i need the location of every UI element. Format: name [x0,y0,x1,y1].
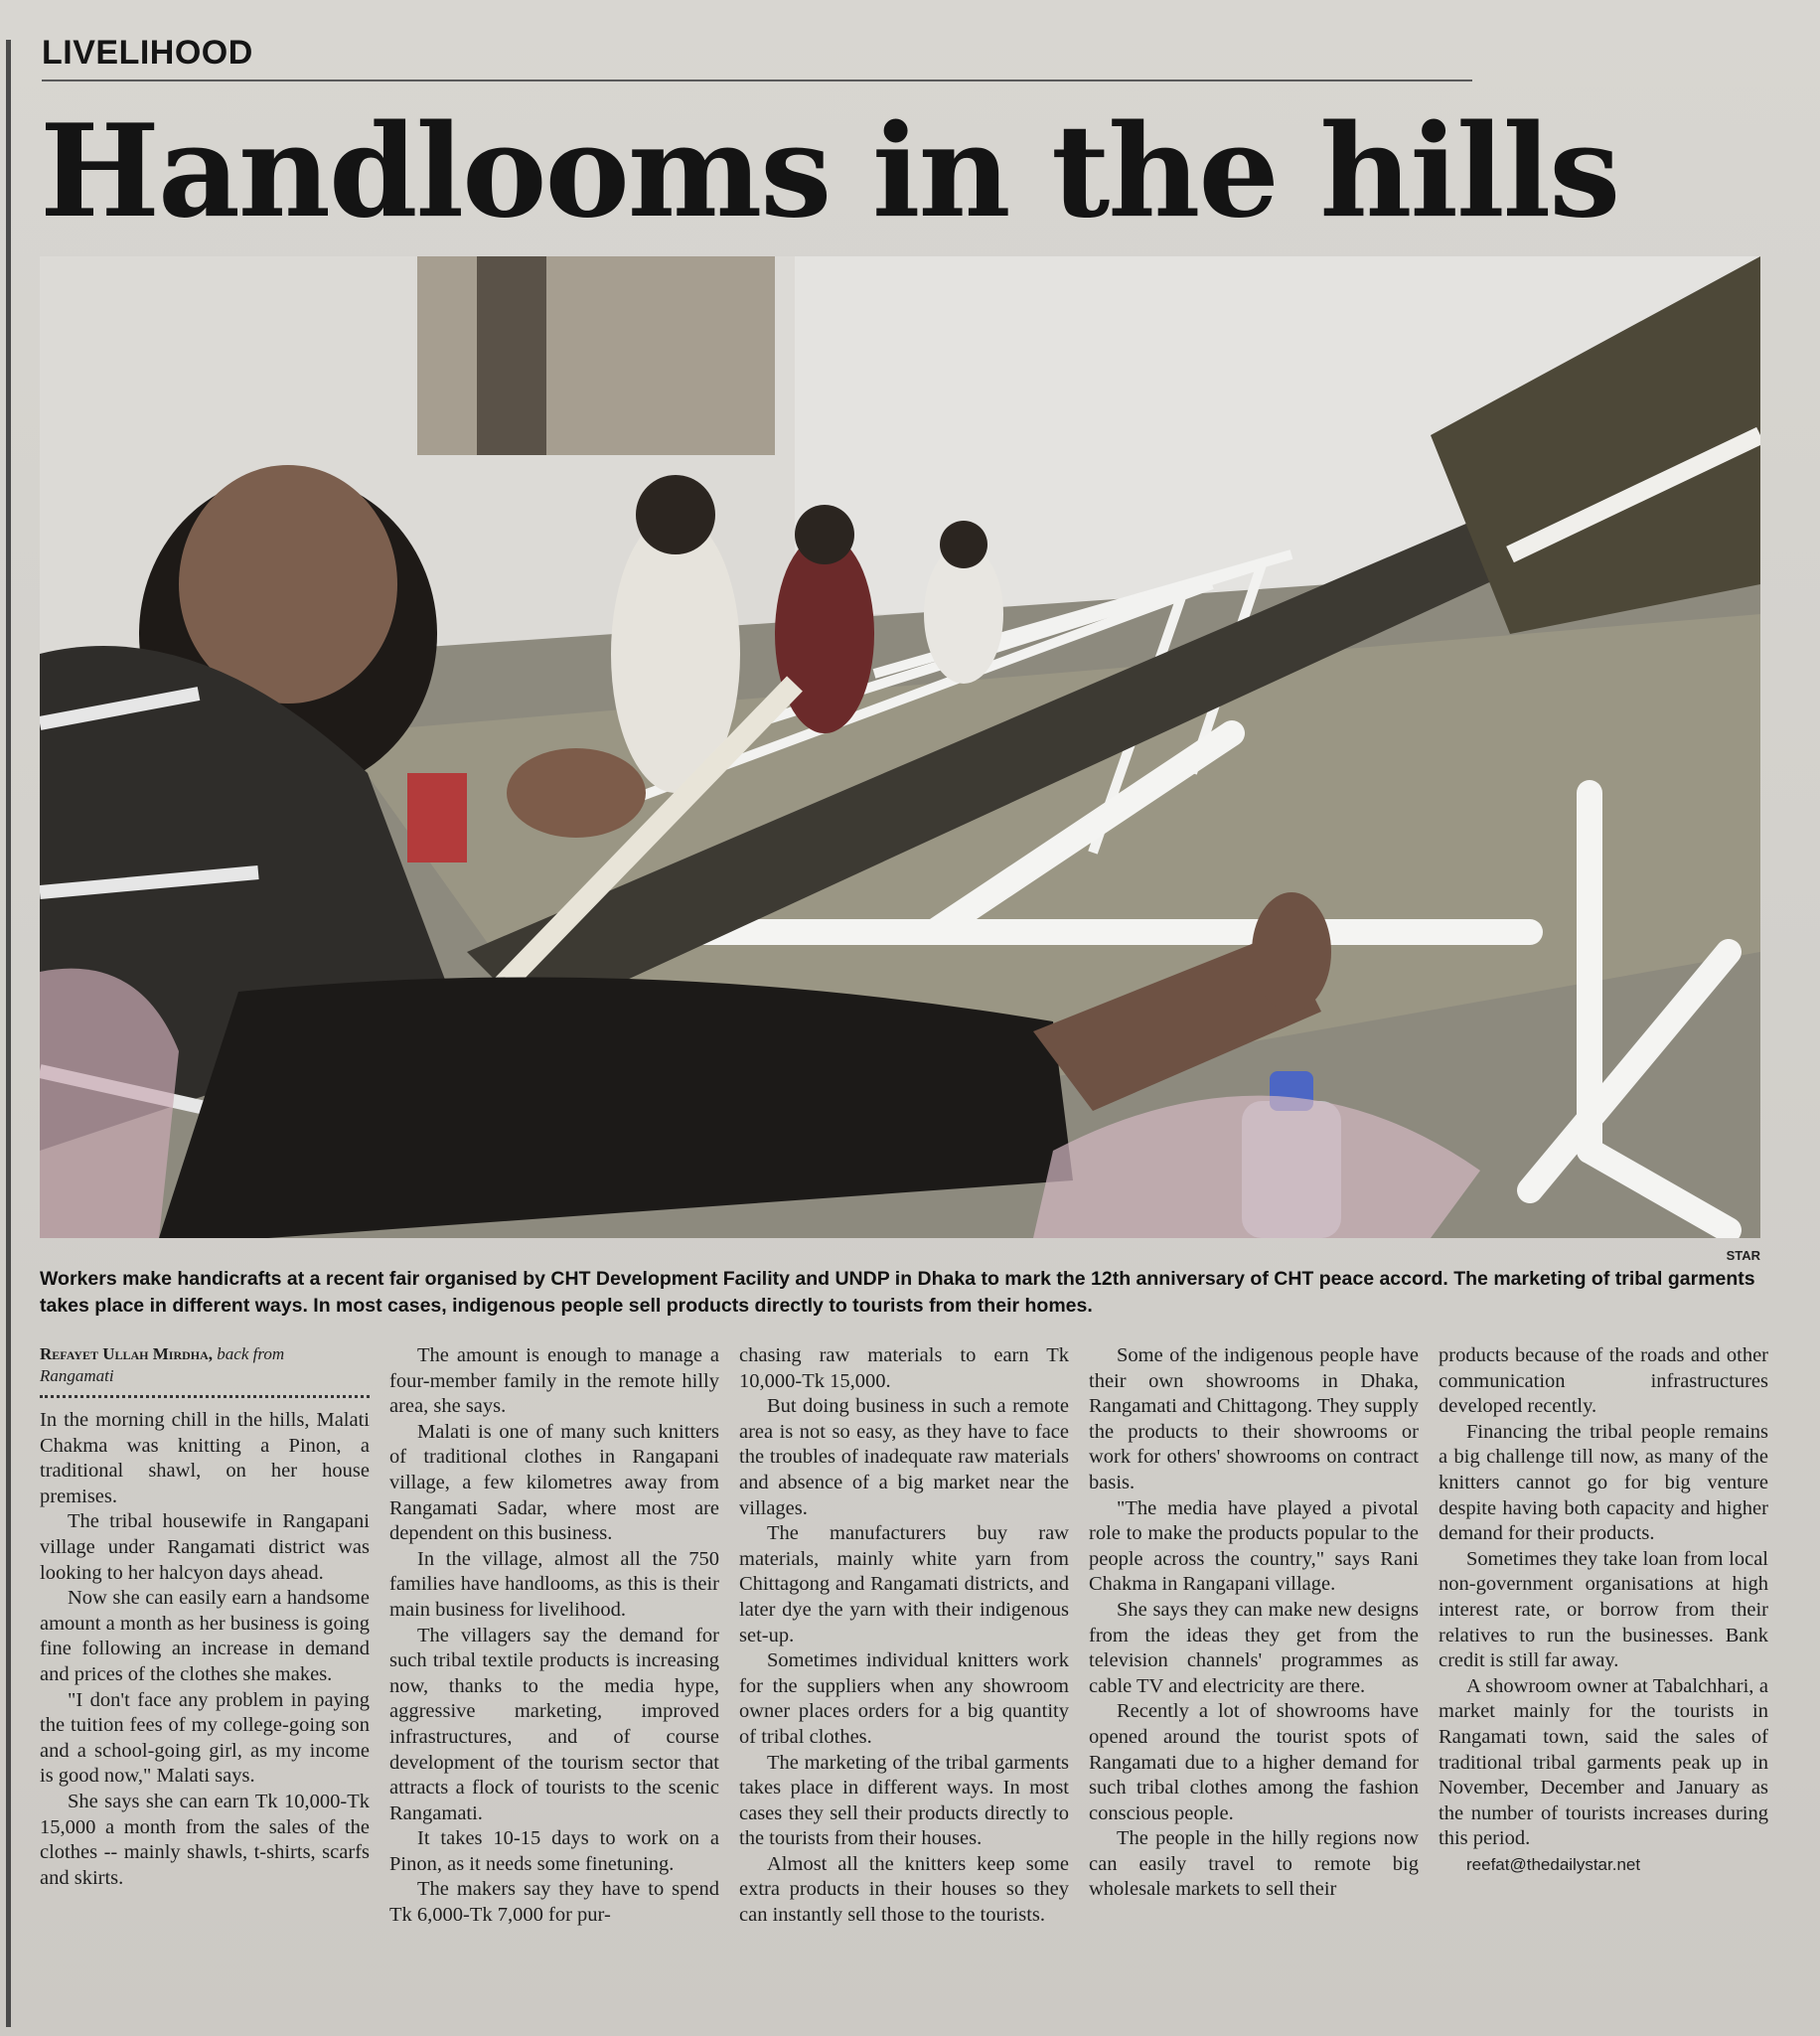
page-edge-rule [6,40,11,2027]
paragraph: Malati is one of many such knitters of traditional clothes in Rangapani village, a few kilometres away from Rangamati Sadar, where most are dependent on this business. [389,1420,719,1545]
paragraph: Sometimes they take loan from local non-government organisations at high interest rate, or borrow from their relatives to run the businesses. Bank credit is still far away. [1439,1547,1768,1672]
byline [40,1343,370,1387]
paragraph: But doing business in such a remote area is not so easy, as they have to face the troubles of inadequate raw materials and absence of a big market near the villages. [739,1395,1069,1519]
paragraph: The people in the hilly regions now can easily travel to remote big wholesale markets to sell their [1089,1827,1419,1901]
photo-caption: Workers make handicrafts at a recent fair organised by CHT Development Facility and UNDP in Dhaka to mark the 12th anniversary of CHT peace accord. The marketing of tribal garments takes place in different ways. In most cases, indigenous people sell products directly to tourists from their homes. [40,1268,1755,1317]
paragraph: The tribal housewife in Rangapani village under Rangamati district was looking to her halcyon days ahead. [40,1510,370,1584]
author-email: reefat@thedailystar.net [1466,1854,1641,1874]
paragraph: Now she can easily earn a handsome amount a month as her business is going fine following an increase in demand and prices of the clothes she makes. [40,1587,370,1685]
paragraph: She says they can make new designs from the ideas they get from the television channels' programmes as cable TV and electricity are there. [1089,1598,1419,1697]
headline: Handlooms in the hills [40,97,1619,246]
paragraph: The villagers say the demand for such tribal textile products is increasing now, thanks to the media hype, aggressive marketing, improved infrastructures, and of course development of the tourism sector that attracts a flock of tourists to the scenic Rangamati. [389,1624,719,1824]
byline-divider [40,1395,370,1398]
article-column-2 [389,1343,719,1929]
paragraph: "The media have played a pivotal role to make the products popular to the people across the country," says Rani Chakma in Rangapani village. [1089,1496,1419,1596]
article-column-3 [739,1343,1069,1929]
paragraph: chasing raw materials to earn Tk 10,000-Tk 15,000. [739,1344,1069,1392]
article-column-4 [1089,1343,1419,1903]
article-body [40,1343,1768,1989]
paragraph: The marketing of the tribal garments takes place in different ways. In most cases they sell their products directly to the tourists from their houses. [739,1751,1069,1850]
paragraph: The makers say they have to spend Tk 6,000-Tk 7,000 for pur- [389,1878,719,1927]
paragraph: Sometimes individual knitters work for the suppliers when any showroom owner places orders for a big quantity of tribal clothes. [739,1649,1069,1748]
paragraph: products because of the roads and other communication infrastructures developed recently. [1439,1344,1768,1418]
paragraph: Recently a lot of showrooms have opened around the tourist spots of Rangamati due to a higher demand for such tribal clothes among the fashion conscious people. [1089,1700,1419,1824]
byline-author: Refayet Ullah Mirdha, [40,1344,214,1363]
paragraph: "I don't face any problem in paying the tuition fees of my college-going son and a school-going girl, as my income is good now," Malati says. [40,1688,370,1788]
byline-place: Rangamati [40,1366,114,1385]
article-column-5 [1439,1343,1768,1877]
article-column-1 [40,1343,370,1891]
section-divider [42,79,1472,81]
paragraph: In the morning chill in the hills, Malati Chakma was knitting a Pinon, a traditional shawl, on her house premises. [40,1409,370,1507]
paragraph: In the village, almost all the 750 families have handlooms, as this is their main business for livelihood. [389,1547,719,1621]
byline-from: back from [217,1344,285,1363]
paragraph: It takes 10-15 days to work on a Pinon, as it needs some finetuning. [389,1827,719,1875]
paragraph: A showroom owner at Tabalchhari, a market mainly for the tourists in Rangamati town, said the sales of traditional tribal garments peak up in November, December and January as the number of tourists increases during this period. [1439,1674,1768,1850]
paragraph: Financing the tribal people remains a big challenge till now, as many of the knitters cannot go for big venture despite having both capacity and higher demand for their products. [1439,1420,1768,1545]
paragraph: She says she can earn Tk 10,000-Tk 15,000 a month from the sales of the clothes -- mainly shawls, t-shirts, scarfs and skirts. [40,1790,370,1889]
section-label: LIVELIHOOD [42,34,253,72]
article-photo [40,256,1760,1238]
paragraph: Almost all the knitters keep some extra products in their houses so they can instantly sell those to the tourists. [739,1852,1069,1927]
paragraph: Some of the indigenous people have their own showrooms in Dhaka, Rangamati and Chittagong. They supply the products to their showrooms or work for others' showrooms on contract basis. [1089,1344,1419,1493]
photo-credit: STAR [1726,1248,1760,1263]
paragraph: The amount is enough to manage a four-member family in the remote hilly area, she says. [389,1344,719,1418]
handloom-workers-photo [40,256,1760,1238]
paragraph: The manufacturers buy raw materials, mainly white yarn from Chittagong and Rangamati districts, and later dye the yarn with their indigenous set-up. [739,1522,1069,1646]
